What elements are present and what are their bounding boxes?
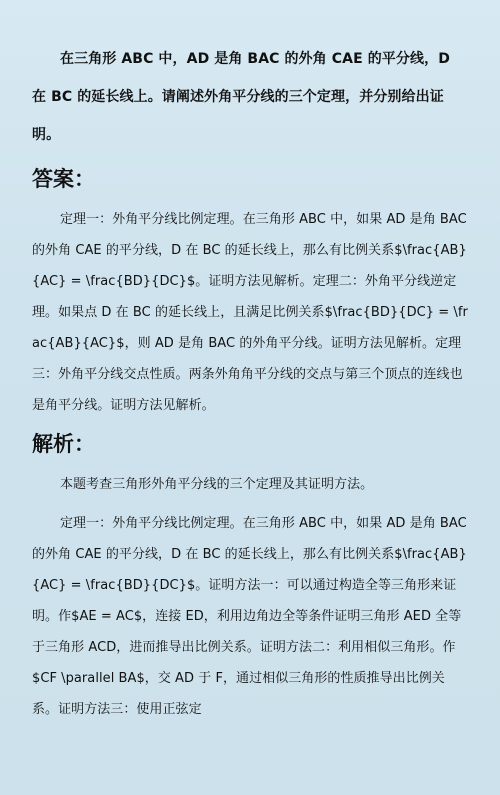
question-text: 在三角形 ABC 中，AD 是角 BAC 的外角 CAE 的平分线，D 在 BC 的延长线上。请阐述外角平分线的三个定理，并分别给出证明。: [32, 51, 450, 143]
analysis-lead: 本题考查三角形外角平分线的三个定理及其证明方法。: [60, 477, 374, 492]
answer-title: 答案：: [32, 167, 95, 191]
analysis-title: 解析：: [32, 432, 95, 456]
analysis-text: 定理一：外角平分线比例定理。在三角形 ABC 中，如果 AD 是角 BAC 的外角 CAE 的平分线，D 在 BC 的延长线上，那么有比例关系$\frac{AB}{AC} = \frac{BD}{DC}$。证明方法一：可以通过构造全等三角形来证明。作$AE = AC$，连接 ED，利用边角边全等条件证明三角形 AED 全等于三角形 ACD，进而推导出比例关系。证明方法二：利用相似三角形。作$CF \parallel BA$，交 AD 于 F，通过相似三角形的性质推导出比例关系。证明方法三：使用正弦定: [32, 516, 467, 717]
answer-text: 定理一：外角平分线比例定理。在三角形 ABC 中，如果 AD 是角 BAC 的外角 CAE 的平分线，D 在 BC 的延长线上，那么有比例关系$\frac{AB}{AC} = \frac{BD}{DC}$。证明方法见解析。定理二：外角平分线逆定理。如果点 D 在 BC 的延长线上，且满足比例关系$\frac{BD}{DC} = \frac{AB}{AC}$，则 AD 是角 BAC 的外角平分线。证明方法见解析。定理三：外角平分线交点性质。两条外角角平分线的交点与第三个顶点的连线也是角平分线。证明方法见解析。: [32, 212, 468, 413]
